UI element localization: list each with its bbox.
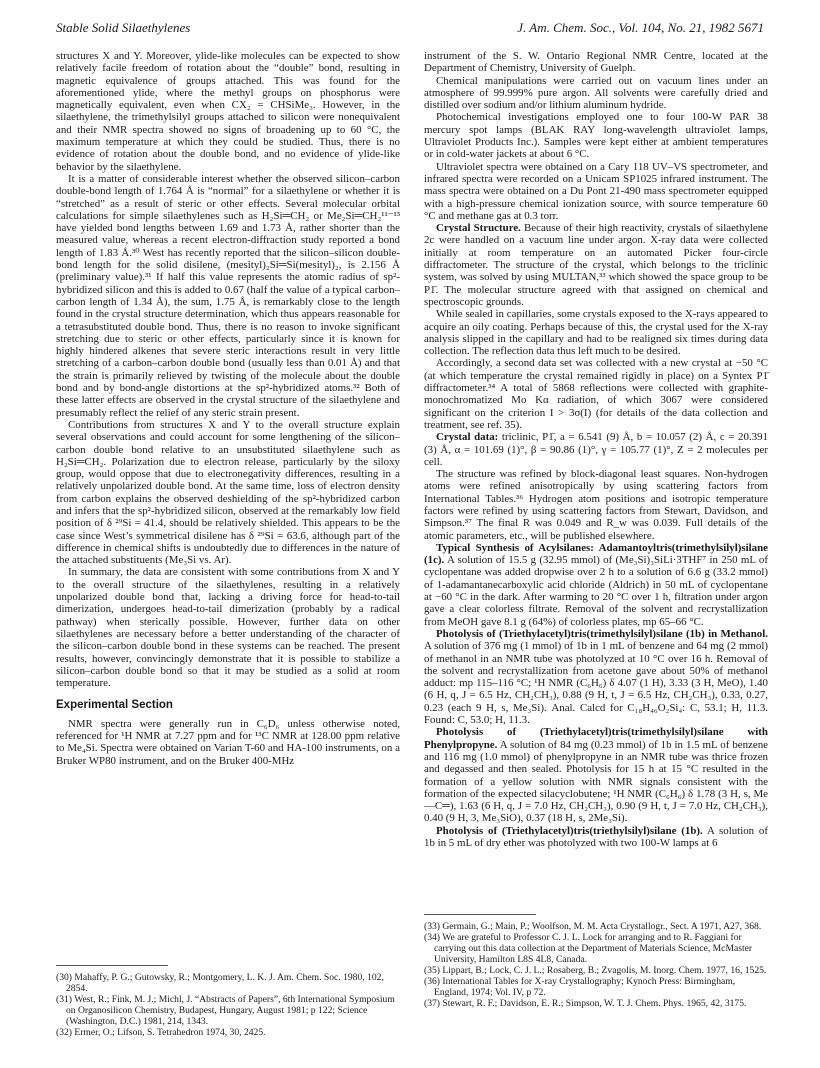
paragraph [424, 825, 768, 850]
footnote: (36) International Tables for X-ray Crystallography; Kynoch Press: Birmingham, England, 1974; Vol. IV, p 72. [424, 976, 736, 998]
footnote: (31) West, R.; Fink, M. J.; Michl, J. “Abstracts of Papers”, 6th International Symposium on Organosilicon Chemistry, Budapest, Hungary, August 1981; p 122; Science (Washington, D.C.) 1981, 214, 1343. [56, 994, 395, 1027]
right-column [424, 50, 768, 849]
paragraph-text: triclinic, P1̄, a = 6.541 (9) Å, b = 10.057 (2) Å, c = 20.391 (3) Å, α = 101.69 (1)°, β = 90.86 (1)°, γ = 105.77 (1)°, Z = 2 molecules per cell. [424, 431, 769, 468]
paragraph: Contributions from structures X and Y to the overall structure explain several observations and could account for some lengthening of the silicon–carbon double bond relative to an unsubstituted silaethylene such as H₂Si═CH₂. Polarization due to electron release, particularly by the siloxy group, would oppose that due to electronegativity differences, resulting in a relatively unpolarized double bond. At the same time, loss of electron density from carbon explains the observed deshielding of the sp²-hybridized carbon and infers that the sp²-hybridized silicon, observed at the remarkably low field position of δ ²⁹Si = 41.4, should be relatively shielded. This appears to be the case since West’s symmetrical disilene has δ ²⁹Si = 63.6, although part of the difference in chemical shifts is undoubtedly due to differences in the nature of the attached substituents (Me₃Si vs. Ar). [56, 418, 400, 567]
paragraph: Accordingly, a second data set was collected with a new crystal at −50 °C (at which temperature the crystal remained rigidly in place) on a Syntex P1̄ diffractometer.³⁴ A total of 5868 reflections were collected with graphite-monochromatized Mo Kα radiation, of which 3067 were considered significant on the criterion I > 3σ(I) (for details of the data collection and treatment, see ref. 35). [424, 357, 768, 431]
paragraph-text: A solution of 376 mg (1 mmol) of 1b in 1 mL of benzene and 64 mg (2 mmol) of methanol in an NMR tube was photolyzed at 10 °C over 16 h. Removal of the solvent and recrystallization from acetone gave about 50% of methanol adduct: mp 115–116 °C; ¹H NMR (C₆H₆) δ 4.07 (1 H), 3.33 (3 H, MeO), 1.40 (6 H, q, J = 6.5 Hz, CH₂CH₃), 0.88 (9 H, t, J = 6.5 Hz, CH₂CH₃), 0.33, 0.27, 0.23 (each 9 H, s, Me₃Si). Anal. Calcd for C₁₈H₄₆O₂Si₄: C, 53.1; H, 11.3. Found: C, 53.0; H, 11.3. [424, 640, 768, 727]
right-footnotes [424, 904, 768, 1009]
paragraph-heading: Crystal Structure. [436, 222, 521, 235]
left-column [56, 50, 400, 767]
paragraph: The structure was refined by block-diagonal least squares. Non-hydrogen atoms were refined anisotropically by using scattering factors from International Tables.³⁶ Hydrogen atom positions and isotropic temperature factors were refined by using scattering factors from Stewart, Davidson, and Simpson.³⁷ The final R was 0.049 and R_w was 0.039. Full details of the atomic parameters, etc., will be published elsewhere. [424, 468, 768, 542]
paragraph [424, 222, 768, 308]
paragraph: Ultraviolet spectra were obtained on a Cary 118 UV–VS spectrometer, and infrared spectra were recorded on a Unicam SP1025 infrared instrument. The mass spectra were obtained on a Du Pont 21-490 mass spectrometer equipped with a high-pressure chemical ionization source, with source temperature 60 °C and methane gas at 0.3 torr. [424, 160, 768, 222]
paragraph: structures X and Y. Moreover, ylide-like molecules can be expected to show relatively facile freedom of rotation about the “double” bond, resulting in magnetic equivalence of groups attached. This was found for the aforementioned ylide, where the methyl groups on phosphorus were magnetically equivalent, even when CX₂ = CHSiMe₃. However, in the silaethylene, the trimethylsilyl groups attached to silicon were nonequivalent and their NMR spectra showed no signs of broadening up to 60 °C, the maximum temperature at which they could be studied. Thus, there is no evidence of rotation about the double bond, and no evidence of ylide-like behavior by the silaethylene. [56, 50, 400, 173]
paragraph: Chemical manipulations were carried out on vacuum lines under an atmosphere of 99.999% pure argon. All solvents were carefully dried and distilled over sodium and/or lithium aluminum hydride. [424, 74, 768, 112]
paragraph [424, 726, 768, 824]
footnote-divider [56, 965, 168, 966]
paragraph-text: A solution of 1b in 5 mL of dry ether was photolyzed with two 100-W lamps at 6 [424, 824, 768, 849]
paragraph-heading: Photolysis of (Triethylacetyl)tris(trimethylsilyl)silane (1b) in Methanol. [436, 627, 768, 640]
paragraph: While sealed in capillaries, some crystals exposed to the X-rays appeared to acquire an oily coating. Perhaps because of this, the crystal used for the X-ray analysis slipped in the capillary and had to be realigned six times during data collection. The reflection data thus left much to be desired. [424, 308, 768, 358]
running-header [56, 20, 764, 40]
paragraph-heading: Photolysis of (Triethylacetyl)tris(triethylsilyl)silane (1b). [436, 824, 703, 837]
paragraph [424, 628, 768, 726]
paragraph: NMR spectra were generally run in C₆D₆ unless otherwise noted, referenced for ¹H NMR at 7.27 ppm and for ¹³C NMR at 128.00 ppm relative to Me₄Si. Spectra were obtained on Varian T-60 and HA-100 instruments, on a Bruker WP80 instrument, and on the Bruker 400-MHz [56, 717, 400, 767]
left-footnotes [56, 955, 400, 1038]
paragraph-heading: Photolysis of (Triethylacetyl)tris(trimethylsilyl)silane with Phenylpropyne. [424, 726, 768, 751]
paragraph [424, 542, 768, 628]
footnote: (30) Mahaffy, P. G.; Gutowsky, R.; Montgomery, L. K. J. Am. Chem. Soc. 1980, 102, 2854. [56, 972, 384, 994]
running-title: Stable Solid Silaethylenes [56, 20, 191, 35]
journal-citation: J. Am. Chem. Soc., Vol. 104, No. 21, 1982 5671 [517, 20, 764, 35]
footnote: (37) Stewart, R. F.; Davidson, E. R.; Simpson, W. T. J. Chem. Phys. 1965, 42, 3175. [424, 998, 747, 1009]
paragraph-text: A solution of 15.5 g (32.95 mmol) of (Me₃Si)₃SiLi·3THF⁷ in 250 mL of cyclopentane was added dropwise over 2 h to a solution of 6.6 g (33.2 mmol) of 1-adamantanecarboxylic acid chloride (Aldrich) in 50 mL of cyclopentane at −60 °C in the dark. After warming to 20 °C over 1 h, filtration under argon gave a clear colorless filtrate. Removal of the solvent and recrystallization from MeOH gave 8.1 g (64%) of colorless plates, mp 65–66 °C. [424, 554, 768, 628]
paragraph: It is a matter of considerable interest whether the observed silicon–carbon double-bond length of 1.764 Å is “normal” for a silaethylene or whether it is “stretched” as a result of steric or other effects. Several molecular orbital calculations for simple silaethylenes such as H₂Si═CH₂ or Me₂Si═CH₂¹¹⁻¹³ have yielded bond lengths between 1.69 and 1.73 Å, rather shorter than the measured value, whereas a recent electron-diffraction study reported a bond length of 1.83 Å.³⁰ West has recently reported that the silicon–silicon double-bond length for the solid disilene, (mesityl)₂Si═Si(mesityl)₂, is 2.156 Å (preliminary value).³¹ If half this value represents the atomic radius of sp²-hybridized silicon and this is added to 0.67 (half the value of a typical carbon–carbon length of 1.34 Å), the sum, 1.75 Å, is remarkably close to the length found in the crystal structure determination, which thus appears reasonable for a tetrasubstituted double bond. Thus, there is no reason to invoke significant stretching due to steric or other effects, particularly since it is known for highly hindered alkenes that severe steric interactions result in very little stretching of a carbon–carbon double bond (usually less than 0.01 Å) and that the strain is primarily relieved by twisting of the molecule about the double bond and by bond-angle distortions at the sp²-hybridized atoms.³² Both of these latter effects are observed in the crystal structure of the silaethylene and presumably reflect the relief of any steric strain present. [56, 172, 400, 419]
paragraph-text: Because of their high reactivity, crystals of silaethylene 2c were handled on a vacuum line under argon. X-ray data were collected initially at room temperature on an automated Picker four-circle diffractometer. The structure of the crystal, which belongs to the triclinic system, was solved by using MULTAN,³³ which showed the space group to be P1̄. The molecular structure agreed with that assigned on chemical and spectroscopic grounds. [424, 222, 768, 308]
paragraph-heading: Crystal data: [436, 431, 499, 444]
footnote: (35) Lippart, B.; Lock, C. J. L.; Rosaberg, B.; Zvagolis, M. Inorg. Chem. 1977, 16, 1525. [424, 965, 767, 976]
paragraph-heading: Typical Synthesis of Acylsilanes: Adamantoyltris(trimethylsilyl)silane (1c). [424, 541, 768, 567]
paragraph: Photochemical investigations employed one to four 100-W PAR 38 mercury spot lamps (BLAK RAY long-wavelength ultraviolet lamps, Ultraviolet Products Inc.). Samples were kept either at ambient temperatures or in cold-water jackets at about 6 °C. [424, 111, 768, 161]
footnote: (33) Germain, G.; Main, P.; Woolfson, M. M. Acta Crystallogr., Sect. A 1971, A27, 368. [424, 921, 762, 932]
paragraph: instrument of the S. W. Ontario Regional NMR Centre, located at the Department of Chemistry, University of Guelph. [424, 50, 768, 75]
section-heading: Experimental Section [56, 699, 173, 712]
footnote: (32) Ermer, O.; Lifson, S. Tetrahedron 1974, 30, 2425. [56, 1027, 266, 1038]
paragraph-text: A solution of 84 mg (0.23 mmol) of 1b in 1.5 mL of benzene and 116 mg (1.0 mmol) of phenylpropyne in an NMR tube was thrice frozen and degassed and then sealed. Photolysis for 15 h at 15 °C resulted in the formation of a yellow solution with NMR signals consistent with the formation of the expected silacyclobutene; ¹H NMR (C₆H₆) δ 1.78 (3 H, s, Me—C═), 1.63 (6 H, q, J = 7.0 Hz, CH₂CH₃), 0.90 (9 H, t, J = 7.0 Hz, CH₂CH₃), 0.40 (9 H, 3, Me₃SiO), 0.37 (18 H, s, 2Me₃Si). [424, 738, 768, 825]
footnote-divider [424, 914, 536, 915]
paragraph [424, 431, 768, 468]
paragraph: In summary, the data are consistent with some contributions from X and Y to the overall structure of the silaethylenes, resulting in a relatively unpolarized double bond that, lacking a driving force for head-to-tail dimerization, undergoes head-to-tail dimerization (probably by a radical pathway) when sterically possible. However, further data on other silaethylenes are necessary before a better understanding of the character of the silicon–carbon double bond in these systems can be reached. The present results, however, convincingly demonstrate that it is possible to stabilize a silicon–carbon double bond so that it may be studied as a solid at room temperature. [56, 566, 400, 690]
footnote: (34) We are grateful to Professor C. J. L. Lock for arranging and to R. Faggiani for carrying out this data collection at the Department of Materials Science, McMaster University, Hamilton L8S 4L8, Canada. [424, 932, 753, 965]
